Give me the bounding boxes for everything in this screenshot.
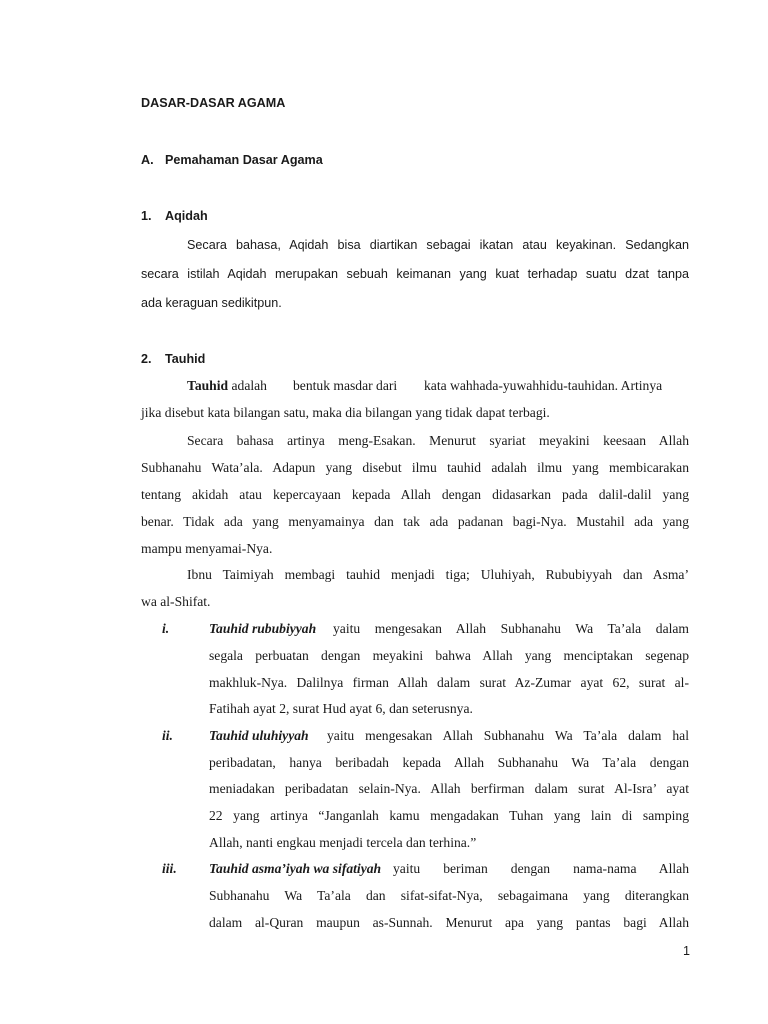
item-i-line: makhluk-Nya. Dalilnya firman Allah dalam surat Az-Zumar ayat 62, surat al- (209, 675, 689, 690)
item-iii-first-line (209, 861, 381, 877)
item-i-first-rest: yaitu mengesakan Allah Subhanahu Wa Ta’ala dalam (333, 621, 689, 636)
tauhid-p2-line: benar. Tidak ada yang menyamainya dan tak ada padanan bagi-Nya. Mustahil ada yang (141, 514, 689, 529)
page-number: 1 (683, 944, 691, 958)
tauhid-p1-line2: jika disebut kata bilangan satu, maka dia bilangan yang tidak dapat terbagi. (141, 405, 550, 420)
tauhid-marker: 2. (141, 352, 152, 366)
tauhid-p3-line: wa al-Shifat. (141, 594, 211, 609)
tauhid-p3-line: Ibnu Taimiyah membagi tauhid menjadi tiga; Uluhiyah, Rububiyyah dan Asma’ (187, 567, 689, 582)
item-ii-first-rest: yaitu mengesakan Allah Subhanahu Wa Ta’ala dalam hal (327, 728, 689, 743)
tauhid-p1-b: bentuk masdar dari (293, 378, 398, 393)
item-i-marker: i. (162, 621, 170, 636)
item-i-term: Tauhid rububiyyah (209, 621, 317, 636)
aqidah-heading: Aqidah (165, 209, 208, 223)
item-ii-marker: ii. (162, 728, 173, 743)
aqidah-line: Secara bahasa, Aqidah bisa diartikan sebagai ikatan atau keyakinan. Sedangkan (187, 238, 689, 252)
section-a-heading: Pemahaman Dasar Agama (165, 153, 323, 167)
item-ii-line: Allah, nanti engkau menjadi tercela dan terhina.” (209, 835, 477, 850)
aqidah-line: secara istilah Aqidah merupakan sebuah keimanan yang kuat terhadap suatu dzat tanpa (141, 267, 689, 281)
item-ii-line: peribadatan, hanya beribadah kepada Allah Subhanahu Wa Ta’ala dengan (209, 755, 689, 770)
tauhid-heading: Tauhid (165, 352, 206, 366)
item-ii-first-line (209, 728, 309, 744)
aqidah-marker: 1. (141, 209, 152, 223)
item-iii-first-rest: yaitu beriman dengan nama-nama Allah (393, 861, 689, 876)
item-iii-line: Subhanahu Wa Ta’ala dan sifat-sifat-Nya, sebagaimana yang diterangkan (209, 888, 689, 903)
tauhid-p2-line: Secara bahasa artinya meng-Esakan. Menurut syariat meyakini keesaan Allah (187, 433, 689, 448)
tauhid-p2-line: tentang akidah atau kepercayaan kepada Allah dengan didasarkan pada dalil-dalil yang (141, 487, 689, 502)
item-ii-term: Tauhid uluhiyyah (209, 728, 309, 743)
tauhid-p1-a: adalah (231, 378, 267, 393)
item-ii-line: 22 yang artinya “Janganlah kamu mengadakan Tuhan yang lain di samping (209, 808, 689, 823)
item-ii-line: meniadakan peribadatan selain-Nya. Allah berfirman dalam surat Al-Isra’ ayat (209, 781, 689, 796)
tauhid-p2-line: mampu menyamai-Nya. (141, 541, 273, 556)
tauhid-p1-c: kata wahhada-yuwahhidu-tauhidan. Artinya (424, 378, 663, 393)
document-title: DASAR-DASAR AGAMA (141, 96, 286, 110)
section-a-marker: A. (141, 153, 154, 167)
item-i-first-line (209, 621, 316, 637)
aqidah-line: ada keraguan sedikitpun. (141, 296, 282, 310)
item-iii-line: dalam al-Quran maupun as-Sunnah. Menurut apa yang pantas bagi Allah (209, 915, 689, 930)
item-i-line: segala perbuatan dengan meyakini bahwa Allah yang menciptakan segenap (209, 648, 689, 663)
tauhid-p2-line: Subhanahu Wata’ala. Adapun yang disebut ilmu tauhid adalah ilmu yang membicarakan (141, 460, 689, 475)
item-iii-term: Tauhid asma’iyah wa sifatiyah (209, 861, 382, 876)
item-iii-marker: iii. (162, 861, 177, 876)
tauhid-term: Tauhid (187, 378, 229, 393)
item-i-line: Fatihah ayat 2, surat Hud ayat 6, dan seterusnya. (209, 701, 473, 716)
tauhid-p1-line1 (187, 378, 267, 394)
